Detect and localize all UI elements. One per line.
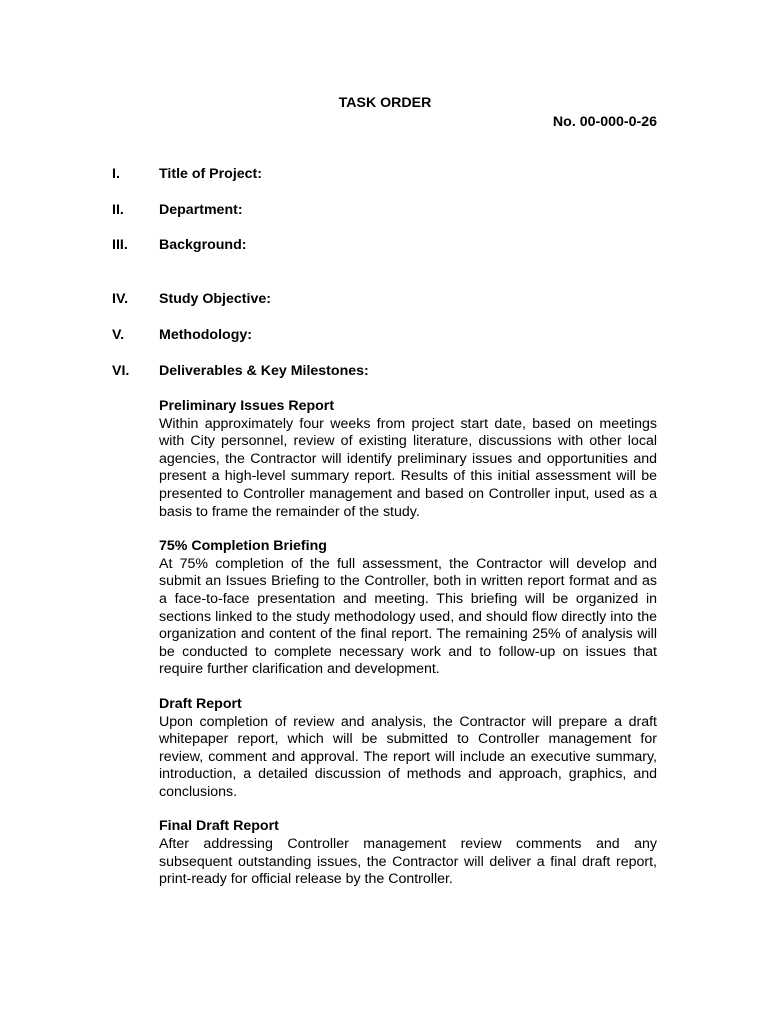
section-number: IV.: [112, 291, 129, 307]
section-number: II.: [112, 202, 124, 218]
deliverable-preliminary-issues-report: [159, 398, 657, 521]
deliverable-description: Upon completion of review and analysis, the Contractor will prepare a draft whitepaper report, which will be submitted to Controller management for review, comment and approval. The report will include an executive summary, introduction, a detailed discussion of methods and approach, graphics, and conclusions.: [159, 713, 657, 800]
deliverable-heading: Final Draft Report: [159, 818, 279, 835]
section-label: Background:: [159, 237, 247, 253]
task-order-number: No. 00-000-0-26: [552, 114, 657, 130]
deliverable-description: After addressing Controller management review comments and any subsequent outstanding issues, the Contractor will deliver a final draft report, print-ready for official release by the Controller.: [159, 836, 657, 888]
deliverable-draft-report: [159, 696, 657, 802]
deliverables-list: [159, 398, 657, 906]
deliverable-heading: Preliminary Issues Report: [159, 398, 335, 414]
section-number: V.: [112, 327, 125, 343]
deliverable-final-draft-report: [159, 818, 657, 888]
deliverable-completion-briefing: [159, 538, 657, 679]
document-title: TASK ORDER: [338, 95, 432, 111]
section-label: Study Objective:: [159, 291, 271, 307]
section-number: VI.: [112, 363, 130, 379]
section-label: Title of Project:: [159, 166, 263, 182]
section-number: III.: [112, 237, 128, 253]
deliverable-description: At 75% completion of the full assessment, the Contractor will develop and submit an Issues Briefing to the Controller, both in written report format and as a face-to-face presentation and meeting. This briefing will be organized in sections linked to the study methodology used, and should flow directly into the organization and content of the final report. The remaining 25% of analysis will be conducted to complete necessary work and to follow-up on issues that require further clarification and development.: [159, 555, 657, 678]
deliverable-heading: 75% Completion Briefing: [159, 538, 327, 555]
deliverable-description: Within approximately four weeks from project start date, based on meetings with City personnel, review of existing literature, discussions with other local agencies, the Contractor will identify preliminary issues and opportunities and present a high-level summary report. Results of this initial assessment will be presented to Controller management and based on Controller input, used as a basis to frame the remainder of the study.: [159, 415, 657, 520]
section-label: Department:: [159, 202, 243, 218]
section-number: I.: [112, 166, 120, 182]
deliverable-heading: Draft Report: [159, 695, 242, 712]
section-label: Methodology:: [159, 327, 252, 343]
section-label: Deliverables & Key Milestones:: [159, 363, 369, 379]
